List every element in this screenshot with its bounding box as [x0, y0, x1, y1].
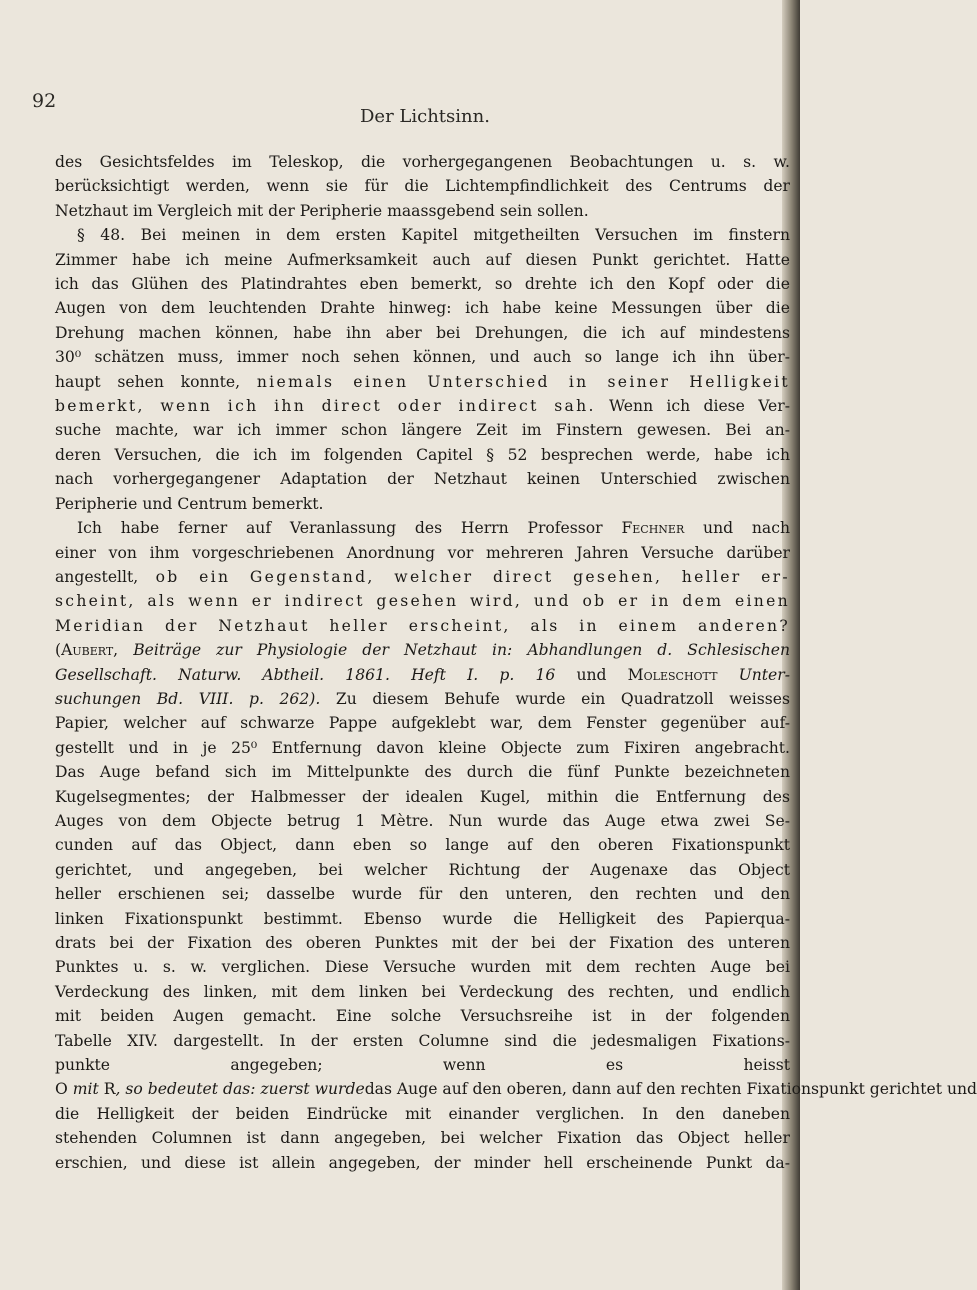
text-line: § 48. Bei meinen in dem ersten Kapitel mitgetheilten Versuchen im finstern — [77, 226, 790, 245]
text-segment: haupt sehen konnte, — [55, 372, 241, 391]
running-title: Der Lichtsinn. — [360, 106, 490, 127]
symbol: mit — [72, 1080, 104, 1099]
text-line: heller erschienen sei; dasselbe wurde für den unteren, den rechten und den — [55, 885, 790, 904]
text-segment: und nach — [703, 519, 790, 538]
paragraph-1 — [55, 150, 790, 223]
text-line: Drehung machen können, habe ihn aber bei Drehungen, die ich auf mindestens — [55, 323, 790, 342]
emphasis-spaced: scheint, als wenn er indirect gesehen wird, und ob er in dem einen — [55, 592, 790, 611]
text-line: Augen von dem leuchtenden Drahte hinweg: ich habe keine Messungen über die — [55, 299, 790, 318]
text-line: stehenden Columnen ist dann angegeben, bei welcher Fixation das Object heller — [55, 1129, 790, 1148]
text-segment — [717, 666, 738, 684]
author-name: Moleschott — [627, 665, 718, 684]
citation: Beiträge zur Physiologie der Netzhaut in: Abhandlungen d. Schlesischen — [133, 641, 791, 660]
text-line: berücksichtigt werden, wenn sie für die Lichtempfindlichkeit des Centrums der — [55, 177, 790, 196]
text-line — [55, 663, 790, 687]
text-line: Netzhaut im Vergleich mit der Peripherie maassgebend sein sollen. — [55, 201, 589, 220]
text-line: erschien, und diese ist allein angegeben, der minder hell erscheinende Punkt da- — [55, 1153, 790, 1172]
symbol: , so bedeutet das: zuerst wurde — [115, 1080, 365, 1099]
text-line: Zimmer habe ich meine Aufmerksamkeit auch auf diesen Punkt gerichtet. Hatte — [55, 250, 790, 269]
text-line: die Helligkeit der beiden Eindrücke mit einander verglichen. In den daneben — [55, 1104, 790, 1123]
text-line: ich das Glühen des Platindrahtes eben bemerkt, so drehte ich den Kopf oder die — [55, 275, 790, 294]
text-line — [55, 370, 790, 394]
text-segment: das Auge auf den oberen, dann auf den rechten Fixationspunkt gerichtet und — [364, 1080, 977, 1099]
text-segment: Wenn ich diese Ver- — [609, 397, 790, 416]
emphasis-spaced: ob ein Gegenstand, welcher direct gesehen, heller er- — [155, 567, 790, 586]
text-segment: R — [103, 1080, 116, 1099]
emphasis-spaced: Meridian der Netzhaut heller erscheint, als in einem anderen? — [55, 616, 790, 635]
text-line — [55, 565, 790, 589]
paragraph-3 — [55, 516, 977, 1175]
text-line — [55, 1077, 977, 1101]
text-segment: , — [113, 641, 134, 660]
text-line: linken Fixationspunkt bestimmt. Ebenso wurde die Helligkeit des Papierqua- — [55, 909, 790, 928]
text-segment: angestellt, — [55, 567, 139, 586]
text-segment: und — [555, 665, 628, 684]
text-segment: Ich habe ferner auf Veranlassung des Herrn Professor — [77, 519, 603, 538]
text-line: gerichtet, und angegeben, bei welcher Richtung der Augenaxe das Object — [55, 860, 790, 879]
text-line — [55, 638, 790, 662]
citation: Gesellschaft. Naturw. Abtheil. 1861. Heft I. p. 16 — [55, 665, 556, 684]
text-segment: ( — [55, 641, 62, 660]
text-line: mit beiden Augen gemacht. Eine solche Versuchsreihe ist in der folgenden — [55, 1007, 790, 1026]
emphasis-spaced: bemerkt, wenn ich ihn direct oder indirect sah. — [55, 397, 596, 416]
author-name: Fechner — [621, 519, 685, 538]
text-line — [55, 589, 790, 613]
text-line: des Gesichtsfeldes im Teleskop, die vorhergegangenen Beobachtungen u. s. w. — [55, 153, 790, 171]
text-line: Punktes u. s. w. verglichen. Diese Versuche wurden mit dem rechten Auge bei — [55, 958, 790, 977]
text-line: nach vorhergegangener Adaptation der Netzhaut keinen Unterschied zwischen — [55, 470, 790, 489]
text-line: einer von ihm vorgeschriebenen Anordnung vor mehreren Jahren Versuche darüber — [55, 543, 790, 562]
text-line: 30⁰ schätzen muss, immer noch sehen können, und auch so lange ich ihn über- — [55, 348, 790, 367]
text-line: Das Auge befand sich im Mittelpunkte des durch die fünf Punkte bezeichneten — [55, 763, 790, 782]
text-line: deren Versuchen, die ich im folgenden Capitel § 52 besprechen werde, habe ich — [55, 445, 790, 464]
text-segment: Zu diesem Behufe wurde ein Quadratzoll weisses — [320, 689, 790, 708]
text-line: gestellt und in je 25⁰ Entfernung davon kleine Objecte zum Fixiren angebracht. — [55, 738, 790, 757]
text-line: Papier, welcher auf schwarze Pappe aufgeklebt war, dem Fenster gegenüber auf- — [55, 714, 790, 733]
text-line — [55, 394, 790, 418]
text-line: punkte angegeben; wenn es heisst — [55, 1056, 790, 1075]
text-line: Tabelle XIV. dargestellt. In der ersten Columne sind die jedesmaligen Fixations- — [55, 1031, 790, 1050]
emphasis-spaced: niemals einen Unterschied in seiner Helligkeit — [256, 372, 790, 391]
body-text — [55, 150, 977, 1175]
text-line — [55, 687, 790, 711]
text-segment: O — [55, 1080, 68, 1099]
citation: suchungen Bd. VIII. p. 262). — [55, 689, 321, 708]
paragraph-2 — [55, 223, 790, 516]
text-line: suche machte, war ich immer schon längere Zeit im Finstern gewesen. Bei an- — [55, 421, 790, 440]
text-line: Auges von dem Objecte betrug 1 Mètre. Nun wurde das Auge etwa zwei Se- — [55, 811, 790, 830]
page-number: 92 — [32, 90, 57, 112]
text-line: drats bei der Fixation des oberen Punktes mit der bei der Fixation des unteren — [55, 934, 790, 952]
text-line — [55, 516, 790, 540]
citation: Unter- — [738, 665, 790, 684]
author-name: Aubert — [61, 641, 114, 660]
text-line: Peripherie und Centrum bemerkt. — [55, 494, 324, 513]
text-line: cunden auf das Object, dann eben so lange auf den oberen Fixationspunkt — [55, 836, 790, 855]
text-line: Kugelsegmentes; der Halbmesser der idealen Kugel, mithin die Entfernung des — [55, 787, 790, 806]
text-line — [55, 614, 790, 638]
text-line: Verdeckung des linken, mit dem linken bei Verdeckung des rechten, und endlich — [55, 982, 790, 1001]
